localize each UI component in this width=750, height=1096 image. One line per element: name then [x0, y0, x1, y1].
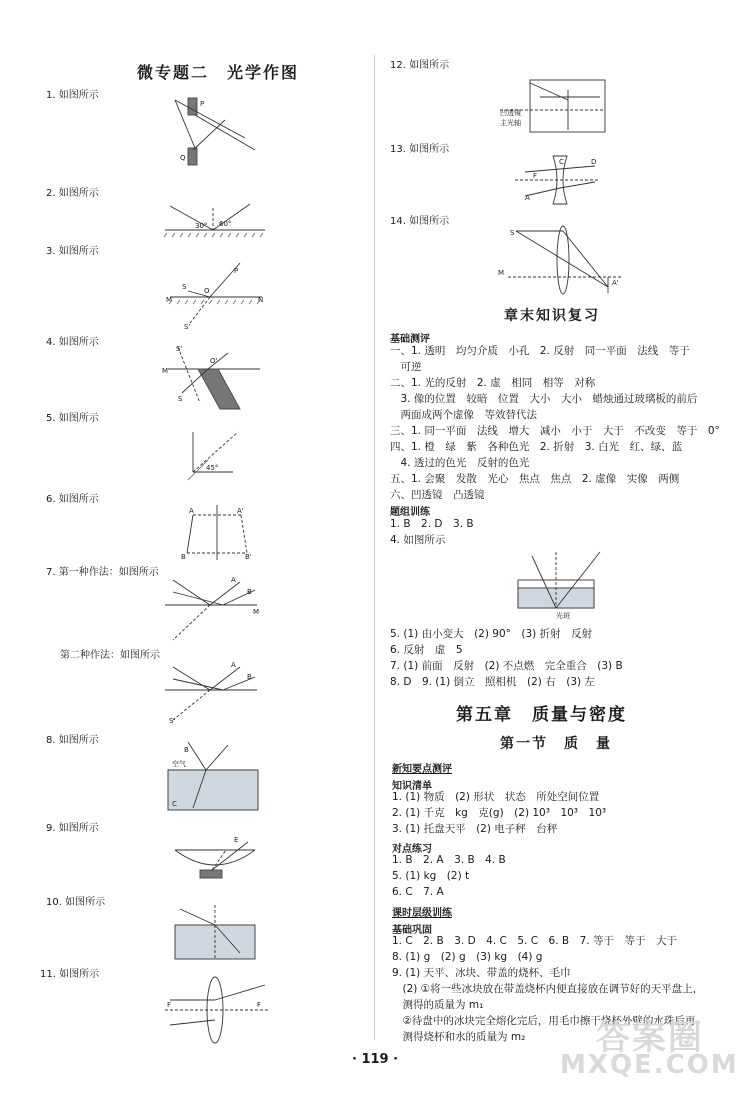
figure-7b	[165, 655, 265, 725]
review-line-8: 4. 透过的色光 反射的色光	[390, 457, 530, 469]
figure-14	[498, 225, 628, 300]
heading-zhishi: 知识清单	[392, 781, 432, 792]
figure-6	[175, 505, 265, 565]
tizu-line-6: 6. 反射 虚 5	[390, 644, 463, 656]
label-s4: S	[178, 395, 183, 403]
item-label-4: 4. 如图所示	[46, 337, 99, 348]
figure-12	[500, 75, 610, 140]
label-e9: E	[234, 836, 239, 844]
label-n3: N	[258, 296, 264, 304]
item-label-6: 6. 如图所示	[46, 494, 99, 505]
label-s-prime3: S'	[184, 323, 191, 331]
label-m7a: M	[253, 608, 260, 616]
tizu-line-7: 7. (1) 前面 反射 (2) 不点燃 完全重合 (3) B	[390, 660, 623, 672]
figure-4	[162, 343, 268, 413]
label-f11a: F	[167, 1001, 172, 1009]
label-a7a: A	[231, 576, 236, 584]
item-label-7b: 第二种作法：如图所示	[60, 650, 160, 661]
review-line-3: 二、1. 光的反射 2. 虚 相同 相等 对称	[390, 377, 596, 389]
zhishi-line-1: 1. (1) 物质 (2) 形状 状态 所处空间位置	[392, 791, 600, 803]
zhishi-line-3: 3. (1) 托盘天平 (2) 电子秤 台秤	[392, 823, 558, 835]
label-b6: B	[181, 553, 186, 561]
figure-9	[170, 830, 270, 890]
label-f13: F	[533, 172, 538, 180]
duidian-line-3: 6. C 7. A	[392, 886, 444, 898]
review-line-10: 六、凹透镜 凸透镜	[390, 489, 485, 501]
chapter-title: 第五章 质量与密度	[456, 705, 627, 725]
item-label-8: 8. 如图所示	[46, 735, 99, 746]
item-label-13: 13. 如图所示	[390, 144, 450, 155]
label-c13: C	[559, 158, 564, 166]
jichu-line-7: 测得烧杯和水的质量为 m₂	[392, 1031, 526, 1043]
label-air: 空气	[172, 760, 186, 768]
label-o-prime4: O'	[210, 357, 218, 365]
duidian-line-1: 1. B 2. A 3. B 4. B	[392, 854, 506, 866]
heading-xinzhi: 新知要点测评	[392, 764, 452, 775]
item-label-3: 3. 如图所示	[46, 246, 99, 257]
review-line-1: 一、1. 透明 均匀介质 小孔 2. 反射 同一平面 法线 等于	[390, 345, 690, 357]
jichu-line-3: 9. (1) 天平、冰块、带盖的烧杯、毛巾	[392, 967, 571, 979]
tizu-line-8: 8. D 9. (1) 倒立 照相机 (2) 右 (3) 左	[390, 676, 595, 688]
item-label-2: 2. 如图所示	[46, 188, 99, 199]
label-m14: M	[498, 269, 505, 277]
label-a6: A	[189, 507, 194, 515]
watermark-bottom: MXQE.COM	[560, 1050, 739, 1080]
glass-block	[198, 369, 240, 409]
figure-tizu-4	[510, 548, 610, 620]
section-title: 第一节 质 量	[500, 736, 612, 752]
figure-1	[160, 90, 260, 180]
label-light: 光斑	[556, 612, 570, 620]
heading-tizu: 题组训练	[390, 507, 430, 518]
jichu-line-2: 8. (1) g (2) g (3) kg (4) g	[392, 951, 543, 963]
jichu-line-6: ②待盘中的冰块完全熔化完后，用毛巾擦干烧杯外壁的水珠后再	[392, 1015, 696, 1027]
review-line-6: 三、1. 同一平面 法线 增大 减小 小于 大于 不改变 等于 0°	[390, 425, 720, 437]
item-label-7a: 7. 第一种作法：如图所示	[46, 567, 159, 578]
jichu-line-5: 测得的质量为 m₁	[392, 999, 484, 1011]
figure-3	[166, 255, 270, 331]
review-line-9: 五、1. 会聚 发散 光心 焦点 焦点 2. 虚像 实像 两侧	[390, 473, 680, 485]
label-60: 60°	[219, 220, 232, 228]
label-f11b: F	[257, 1001, 262, 1009]
figure-8	[168, 740, 268, 815]
label-45: 45°	[206, 464, 219, 472]
label-lens12: 凹透镜	[500, 109, 521, 117]
label-b8: B	[184, 746, 189, 754]
label-m4: M	[162, 367, 169, 375]
tizu-line-1: 1. B 2. D 3. B	[390, 518, 474, 530]
review-title: 章末知识复习	[504, 308, 600, 324]
heading-duidian: 对点练习	[392, 844, 432, 855]
jichu-line-4: (2) ①将一些冰块放在带盖烧杯内便直接放在调节好的天平盘上，	[392, 983, 704, 995]
watermark-top: 答案圈	[596, 1018, 704, 1058]
figure-10	[170, 905, 270, 965]
label-a7b: A	[231, 661, 236, 669]
left-section-title: 微专题二 光学作图	[137, 63, 300, 82]
figure-5	[178, 422, 258, 487]
item-label-10: 10. 如图所示	[46, 897, 106, 908]
label-b7a: B	[247, 588, 252, 596]
label-s-prime7b: S'	[169, 717, 176, 725]
column-divider	[374, 55, 375, 1040]
jichu-line-1: 1. C 2. B 3. D 4. C 5. C 6. B 7. 等于 等于 大于	[392, 935, 677, 947]
label-b-prime6: B'	[245, 553, 252, 561]
item-label-9: 9. 如图所示	[46, 823, 99, 834]
label-axis12: 主光轴	[500, 119, 521, 127]
review-line-2: 可逆	[390, 361, 422, 373]
review-line-4: 3. 像的位置 较暗 位置 大小 大小 蜡烛通过玻璃板的前后	[390, 393, 698, 405]
item-label-14: 14. 如图所示	[390, 216, 450, 227]
label-o3: O	[204, 287, 210, 295]
label-b7b: B	[247, 673, 252, 681]
label-p3: P	[234, 267, 239, 275]
bowl	[175, 850, 255, 865]
label-s-prime4: S'	[176, 345, 183, 353]
figure-7a	[165, 570, 265, 645]
label-s14: S	[510, 229, 515, 237]
review-line-5: 两面成两个虚像 等效替代法	[390, 409, 537, 421]
heading-jichu: 基础测评	[390, 334, 430, 345]
review-line-7: 四、1. 橙 绿 紫 各种色光 2. 折射 3. 白光 红、绿、蓝	[390, 441, 683, 453]
heading-jichugonggu: 基础巩固	[392, 925, 432, 936]
figure-13	[515, 152, 605, 212]
mirror-q	[188, 148, 197, 165]
figure-11	[165, 975, 275, 1050]
item-label-11: 11. 如图所示	[40, 969, 100, 980]
label-q: Q	[180, 154, 186, 162]
label-c8: C	[172, 800, 177, 808]
figure-2	[165, 198, 275, 238]
duidian-line-2: 5. (1) kg (2) t	[392, 870, 470, 882]
label-m3: M	[166, 296, 173, 304]
mirror-p	[188, 98, 197, 115]
label-d13: D	[591, 158, 597, 166]
label-s: S	[182, 283, 187, 291]
page-number: · 119 ·	[352, 1052, 399, 1067]
label-a13: A	[525, 194, 530, 202]
item-label-5: 5. 如图所示	[46, 413, 99, 424]
tizu-line-5: 5. (1) 由小变大 (2) 90° (3) 折射 反射	[390, 628, 593, 640]
item-label-12: 12. 如图所示	[390, 60, 450, 71]
item-label-1: 1. 如图所示	[46, 90, 99, 101]
label-30: 30°	[195, 222, 208, 230]
tizu-line-2: 4. 如图所示	[390, 534, 446, 546]
zhishi-line-2: 2. (1) 千克 kg 克(g) (2) 10³ 10³ 10³	[392, 807, 607, 819]
label-a-prime14: A'	[612, 279, 619, 287]
heading-keshi: 课时层级训练	[392, 908, 452, 919]
label-a-prime6: A'	[237, 507, 244, 515]
label-p: P	[200, 100, 205, 108]
